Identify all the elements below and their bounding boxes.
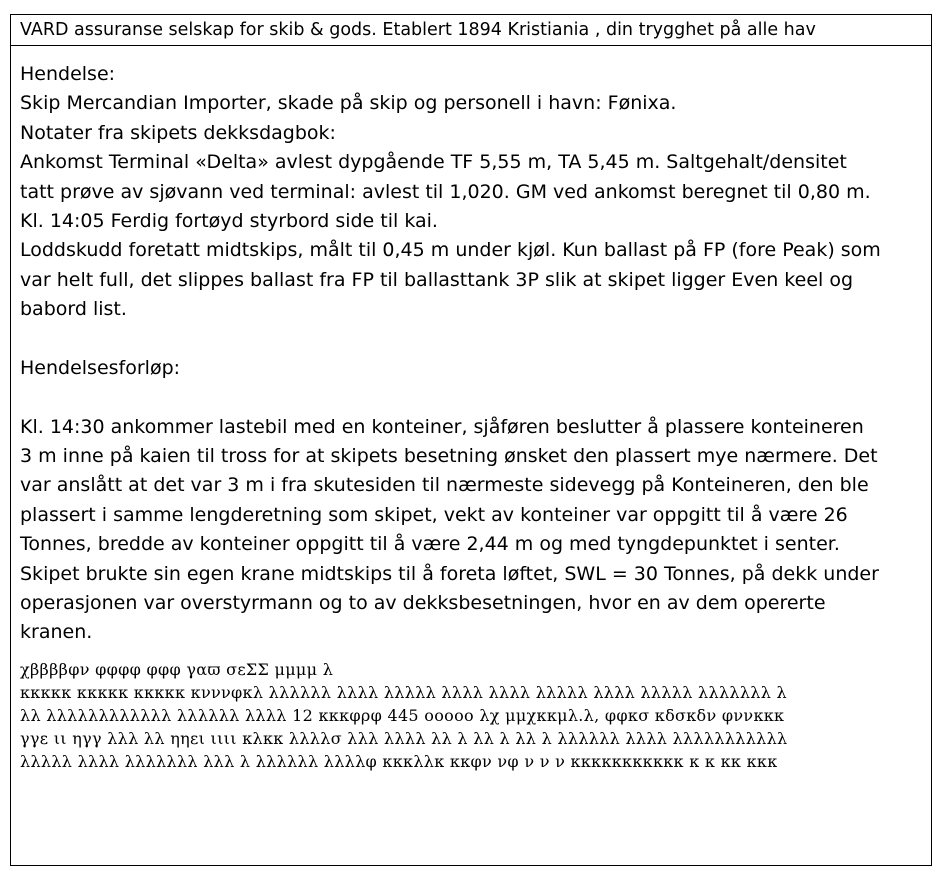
course-line: operasjonen var overstyrmann og to av dekksbesetningen, hvor en av dem opererte — [20, 592, 826, 615]
document-body — [11, 46, 931, 773]
course-heading: Hendelsesforløp: — [20, 356, 181, 379]
incident-line: Kl. 14:05 Ferdig fortøyd styrbord side til kai. — [20, 209, 438, 232]
filler-line: γγε ιι ηγγ λλλ λλ ηηει ιιιι κλκκ λλλλσ λλλ λλλλ λλ λ λλ λ λλ λ λλλλλλ λλλλ λλλλλλλλλλλ — [20, 728, 788, 748]
document-box — [10, 14, 932, 866]
spacer — [20, 383, 931, 412]
filler-line: λλ λλλλλλλλλλλλ λλλλλλ λλλλ 12 κκκφρφ 445 οοοοο λχ μμχκκμλ.λ, φφκσ κδσκδν φννκκκ — [20, 705, 785, 725]
course-line: Kl. 14:30 ankommer lastebil med en konteiner, sjåføren beslutter å plassere konteineren — [20, 415, 864, 438]
filler-line: χββββφν φφφφ φφφ γαϖ σεΣΣ μμμμ λ — [20, 659, 334, 679]
course-line: Tonnes, bredde av konteiner oppgitt til å være 2,44 m og med tyngdepunktet i senter. — [20, 533, 840, 556]
course-line: var anslått at det var 3 m i fra skutesiden til nærmeste sidevegg på Konteineren, den ble — [20, 474, 869, 497]
company-header-text: VARD assuranse selskap for skib & gods. Etablert 1894 Kristiania , din trygghet på alle hav — [20, 20, 816, 40]
incident-line: var helt full, det slippes ballast fra FP til ballasttank 3P slik at skipet ligger Even keel og — [20, 268, 854, 291]
company-header — [11, 15, 931, 46]
incident-line: babord list. — [20, 298, 127, 321]
course-line: kranen. — [20, 621, 93, 644]
incident-line: Notater fra skipets dekksdagbok: — [20, 121, 336, 144]
course-line: 3 m inne på kaien til tross for at skipets besetning ønsket den plassert mye nærmere. Det — [20, 445, 878, 468]
filler-text-block — [20, 658, 931, 773]
course-line: plassert i samme lengderetning som skipet, vekt av konteiner var oppgitt til å være 26 — [20, 503, 848, 526]
incident-line: Skip Mercandian Importer, skade på skip og personell i havn: Fønixa. — [20, 92, 677, 115]
incident-line: Loddskudd foretatt midtskips, målt til 0,45 m under kjøl. Kun ballast på FP (fore Peak) som — [20, 239, 881, 262]
incident-heading: Hendelse: — [20, 63, 116, 85]
spacer — [20, 325, 931, 354]
course-line: Skipet brukte sin egen krane midtskips til å foreta løftet, SWL = 30 Tonnes, på dekk under — [20, 562, 879, 585]
incident-line: Ankomst Terminal «Delta» avlest dypgående TF 5,55 m, TA 5,45 m. Saltgehalt/densitet — [20, 151, 847, 174]
filler-line: κκκκκ κκκκκ κκκκκ κνννφκλ λλλλλλ λλλλ λλλλλ λλλλ λλλλ λλλλλ λλλλ λλλλλ λλλλλλλ λ — [20, 682, 787, 702]
filler-line: λλλλλ λλλλ λλλλλλλ λλλ λ λλλλλλ λλλλφ κκκλλκ κκφν νφ ν ν ν κκκκκκκκκκκ κ κ κκ κκκ — [20, 751, 778, 771]
incident-line: tatt prøve av sjøvann ved terminal: avlest til 1,020. GM ved ankomst beregnet til 0,80 m. — [20, 180, 871, 203]
